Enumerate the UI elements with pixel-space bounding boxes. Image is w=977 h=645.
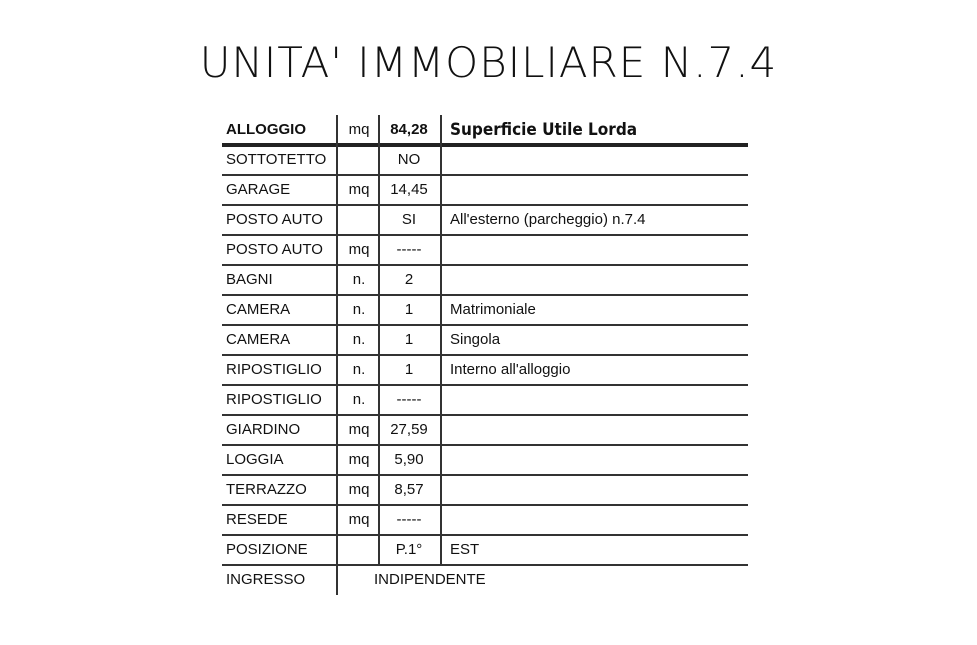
table-row [222, 445, 748, 475]
row-note: Superficie Utile Lorda [450, 120, 638, 140]
table-row [222, 205, 748, 235]
row-label: ALLOGGIO [226, 121, 306, 138]
row-note [450, 505, 744, 535]
row-value: P.1° [395, 541, 423, 558]
table-row [222, 235, 748, 265]
row-label: SOTTOTETTO [226, 151, 327, 168]
row-value: 5,90 [394, 451, 424, 468]
row-value: 14,45 [390, 181, 428, 198]
row-label: LOGGIA [226, 451, 284, 468]
row-label: GIARDINO [226, 421, 301, 438]
row-value: INDIPENDENTE [374, 571, 486, 588]
row-label: INGRESSO [226, 571, 306, 588]
row-note [450, 415, 744, 445]
row-value: 27,59 [390, 421, 428, 438]
row-note [450, 145, 744, 175]
row-unit [340, 535, 378, 565]
table-row [222, 535, 748, 565]
page-title: UNITA' IMMOBILIARE N.7.4 [199, 38, 778, 87]
row-unit: n. [352, 301, 366, 318]
row-label: TERRAZZO [226, 481, 307, 498]
row-value: ----- [396, 511, 422, 528]
row-label: POSTO AUTO [226, 211, 323, 228]
row-unit: mq [348, 511, 370, 528]
row-unit: mq [348, 481, 370, 498]
row-label: BAGNI [226, 271, 273, 288]
row-unit: mq [348, 241, 370, 258]
property-table [222, 115, 748, 595]
row-label: CAMERA [226, 331, 291, 348]
table-row [222, 145, 748, 175]
row-label: RESEDE [226, 511, 288, 528]
row-unit: mq [348, 421, 370, 438]
table-row [222, 355, 748, 385]
row-unit: n. [352, 361, 366, 378]
row-value: SI [401, 211, 417, 228]
column-divider-label [336, 115, 338, 595]
table-row [222, 475, 748, 505]
table-row [222, 505, 748, 535]
row-note [450, 235, 744, 265]
row-unit: mq [348, 181, 370, 198]
row-value: 84,28 [390, 121, 428, 138]
row-label: RIPOSTIGLIO [226, 391, 322, 408]
row-label: CAMERA [226, 301, 291, 318]
row-note [450, 385, 744, 415]
row-unit [340, 145, 378, 175]
column-divider-value [440, 115, 442, 565]
row-label: POSTO AUTO [226, 241, 323, 258]
table-row [222, 385, 748, 415]
row-note: Interno all'alloggio [450, 361, 571, 378]
row-value: NO [397, 151, 421, 168]
row-note: Matrimoniale [450, 301, 536, 318]
row-label: POSIZIONE [226, 541, 308, 558]
row-note [450, 475, 744, 505]
row-value: ----- [396, 391, 422, 408]
row-note [450, 265, 744, 295]
row-unit: n. [352, 331, 366, 348]
row-label: RIPOSTIGLIO [226, 361, 322, 378]
row-unit: mq [348, 121, 370, 138]
column-divider-unit [378, 115, 380, 565]
table-row [222, 415, 748, 445]
row-value: 1 [404, 331, 414, 348]
row-value: 1 [404, 301, 414, 318]
row-unit [340, 205, 378, 235]
row-label: GARAGE [226, 181, 291, 198]
table-row [222, 265, 748, 295]
table-row [222, 175, 748, 205]
row-note: All'esterno (parcheggio) n.7.4 [450, 211, 646, 228]
table-row [222, 295, 748, 325]
row-unit: n. [352, 391, 366, 408]
row-note [450, 445, 744, 475]
row-value: 1 [404, 361, 414, 378]
table-row-ingresso [222, 565, 748, 595]
table-row [222, 325, 748, 355]
row-value: ----- [396, 241, 422, 258]
row-note: EST [450, 541, 480, 558]
row-value: 2 [404, 271, 414, 288]
row-note [450, 175, 744, 205]
table-row [222, 115, 748, 145]
row-note: Singola [450, 331, 501, 348]
row-unit: mq [348, 451, 370, 468]
row-unit: n. [352, 271, 366, 288]
row-value: 8,57 [394, 481, 424, 498]
